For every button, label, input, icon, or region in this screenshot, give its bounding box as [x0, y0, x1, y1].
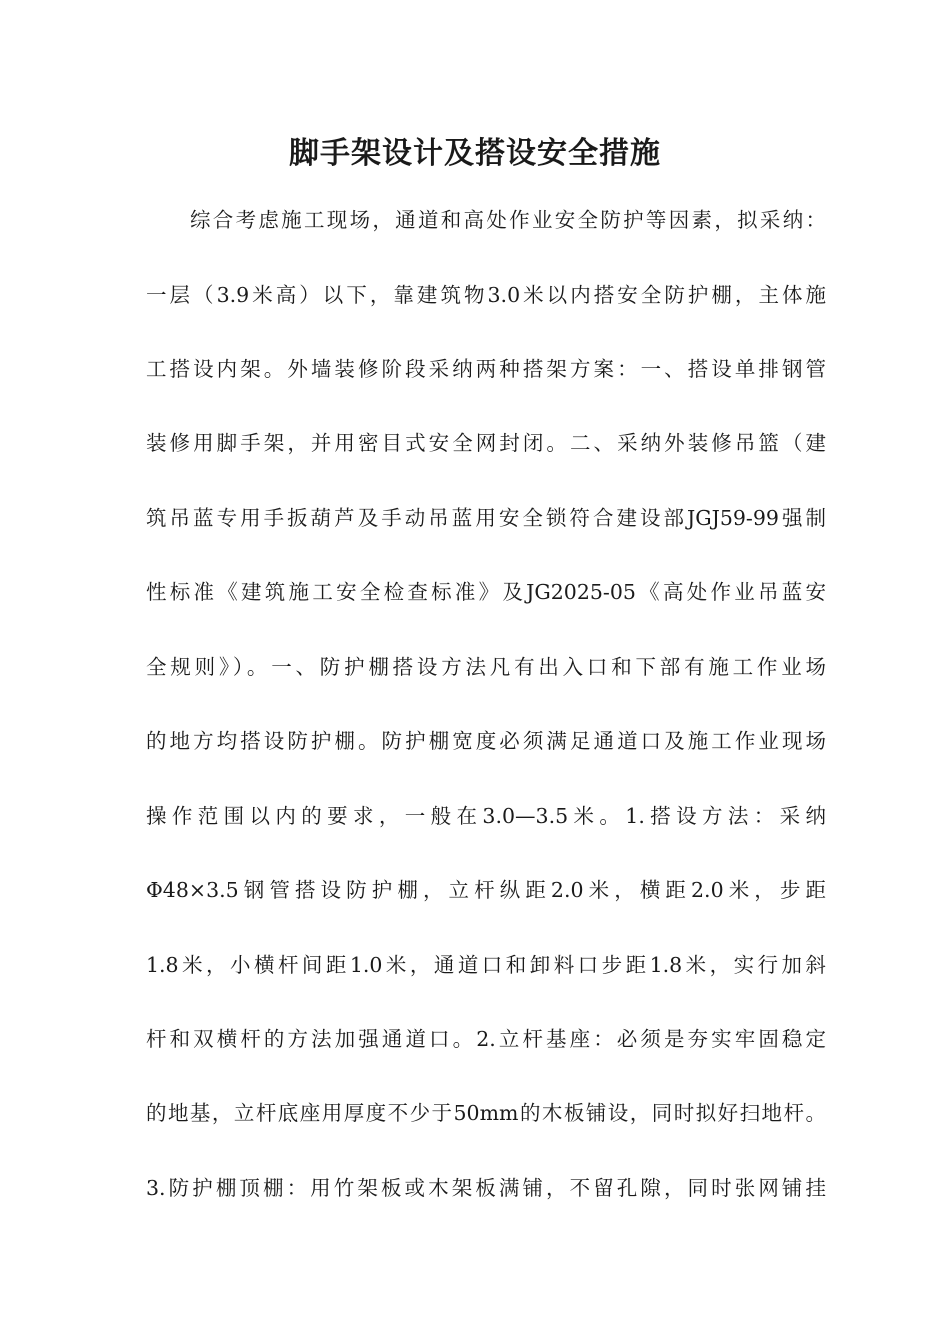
body-line-2: 一层（3.9米高）以下，靠建筑物3.0米以内搭安全防护棚，主体施 — [146, 283, 826, 307]
body-line-6: 性标准《建筑施工安全检查标准》及JG2025-05《高处作业吊蓝安 — [146, 580, 826, 604]
body-line-13: 的地基，立杆底座用厚度不少于50mm的木板铺设，同时拟好扫地杆。 — [146, 1101, 826, 1125]
body-line-3: 工搭设内架。外墙装修阶段采纳两种搭架方案：一、搭设单排钢管 — [146, 357, 826, 381]
body-line-7: 全规则》）。一、防护棚搭设方法凡有出入口和下部有施工作业场 — [146, 655, 826, 679]
body-line-1: 综合考虑施工现场，通道和高处作业安全防护等因素，拟采纳： — [190, 208, 826, 232]
body-line-11: 1.8米，小横杆间距1.0米，通道口和卸料口步距1.8米，实行加斜 — [146, 953, 826, 977]
body-line-12: 杆和双横杆的方法加强通道口。2.立杆基座：必须是夯实牢固稳定 — [146, 1027, 826, 1051]
body-line-5: 筑吊蓝专用手扳葫芦及手动吊蓝用安全锁符合建设部JGJ59-99强制 — [146, 506, 826, 530]
body-line-9: 操作范围以内的要求，一般在3.0—3.5米。1.搭设方法：采纳 — [146, 804, 826, 828]
body-line-8: 的地方均搭设防护棚。防护棚宽度必须满足通道口及施工作业现场 — [146, 729, 826, 753]
body-line-4: 装修用脚手架，并用密目式安全网封闭。二、采纳外装修吊篮（建 — [146, 431, 826, 455]
document-title: 脚手架设计及搭设安全措施 — [289, 136, 661, 171]
body-line-14: 3.防护棚顶棚：用竹架板或木架板满铺，不留孔隙，同时张网铺挂 — [146, 1176, 826, 1200]
body-line-10: Φ48×3.5钢管搭设防护棚，立杆纵距2.0米，横距2.0米，步距 — [146, 878, 826, 902]
